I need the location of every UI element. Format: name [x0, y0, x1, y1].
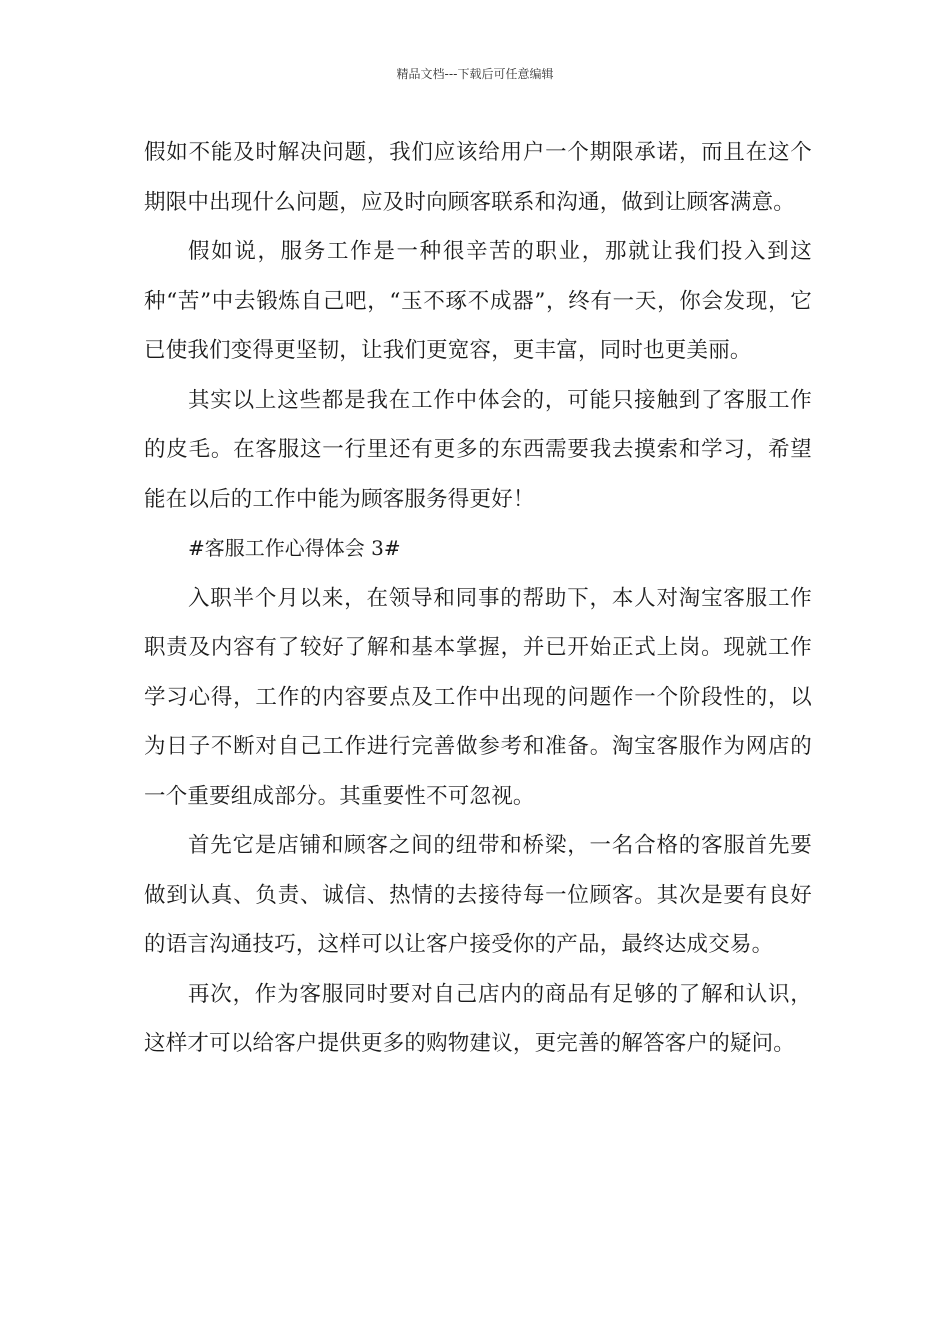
paragraph-3: 其实以上这些都是我在工作中体会的，可能只接触到了客服工作的皮毛。在客服这一行里还有更多的东西需要我去摸索和学习，希望能在以后的工作中能为顾客服务得更好！	[144, 387, 812, 512]
paragraph-5: 首先它是店铺和顾客之间的纽带和桥梁，一名合格的客服首先要做到认真、负责、诚信、热情的去接待每一位顾客。其次是要有良好的语言沟通技巧，这样可以让客户接受你的产品，最终达成交易。	[144, 833, 812, 957]
paragraph-6: 再次，作为客服同时要对自己店内的商品有足够的了解和认识，这样才可以给客户提供更多的购物建议，更完善的解答客户的疑问。	[144, 981, 812, 1056]
page-header: 精品文档---下载后可任意编辑	[396, 67, 554, 81]
paragraph-4: 入职半个月以来，在领导和同事的帮助下，本人对淘宝客服工作职责及内容有了较好了解和基本掌握，并已开始正式上岗。现就工作学习心得，工作的内容要点及工作中出现的问题作一个阶段性的，以为日子不断对自己工作进行完善做参考和准备。淘宝客服作为网店的一个重要组成部分。其重要性不可忽视。	[144, 585, 812, 809]
section-heading: #客服工作心得体会 3#	[188, 536, 401, 560]
paragraph-2: 假如说，服务工作是一种很辛苦的职业，那就让我们投入到这种“苦”中去锻炼自己吧，“玉不琢不成器”，终有一天，你会发现，它已使我们变得更坚韧，让我们更宽容，更丰富，同时也更美丽。	[144, 239, 812, 363]
paragraph-1: 假如不能及时解决问题，我们应该给用户一个期限承诺，而且在这个期限中出现什么问题，应及时向顾客联系和沟通，做到让顾客满意。	[144, 140, 812, 215]
document-body	[144, 128, 812, 1069]
